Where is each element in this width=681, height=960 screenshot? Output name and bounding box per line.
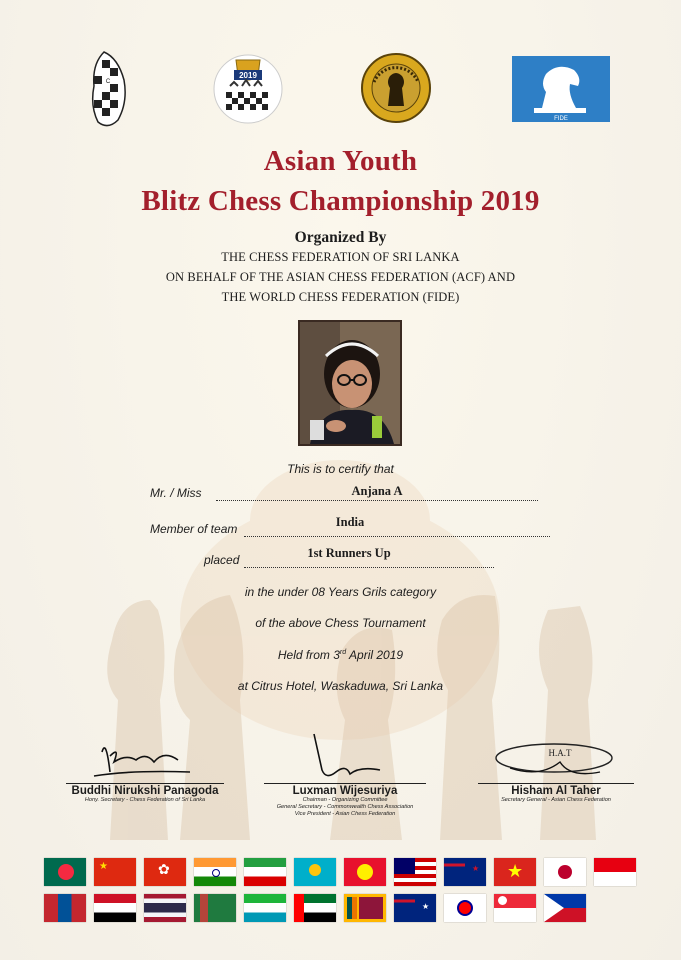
mongolia-flag	[44, 894, 86, 922]
sri-lanka-flag	[344, 894, 386, 922]
held-line	[0, 648, 681, 662]
held-superscript: rd	[339, 649, 347, 656]
signatory-role: Vice President - Asian Chess Federation	[294, 811, 396, 817]
signature-al-taher	[490, 738, 620, 786]
singapore-flag	[494, 894, 536, 922]
tournament-line: of the above Chess Tournament	[255, 616, 426, 630]
japan-flag	[544, 858, 586, 886]
chinese-taipei-flag	[444, 894, 486, 922]
category-line: in the under 08 Years Grils category	[244, 585, 437, 599]
bangladesh-flag	[44, 858, 86, 886]
venue-line: at Citrus Hotel, Waskaduwa, Sri Lanka	[237, 679, 444, 693]
organizer-line: ON BEHALF OF THE ASIAN CHESS FEDERATION (ACF) AND	[165, 270, 516, 284]
title-line-2: Blitz Chess Championship 2019	[141, 185, 540, 217]
thailand-flag	[144, 894, 186, 922]
organizer-line: THE CHESS FEDERATION OF SRI LANKA	[221, 250, 460, 264]
signatory-name: Hisham Al Taher	[511, 785, 601, 797]
name-label: Mr. / Miss	[150, 486, 202, 500]
svg-text:C: C	[105, 79, 111, 85]
hong-kong-flag: ✿	[144, 858, 186, 886]
held-suffix: April 2019	[346, 648, 404, 662]
india-flag	[194, 858, 236, 886]
signatory-al-taher	[478, 783, 634, 804]
fide-logo-text: FIDE	[554, 116, 568, 122]
uzbekistan-flag	[244, 894, 286, 922]
stamp-text: H.A.T	[548, 748, 572, 758]
signatory-name: Buddhi Nirukshi Panagoda	[71, 785, 219, 797]
team-value: India	[335, 515, 365, 529]
signatory-role: General Secretary - Commonwealth Chess Association	[276, 804, 414, 810]
placed-value: 1st Runners Up	[307, 546, 391, 560]
turkmenistan-flag	[194, 894, 236, 922]
philippines-flag	[544, 894, 586, 922]
organizer-line: THE WORLD CHESS FEDERATION (FIDE)	[221, 290, 460, 304]
title-line-1: Asian Youth	[263, 145, 418, 177]
vietnam-flag: ★	[494, 858, 536, 886]
signature-wijesuriya	[300, 730, 390, 786]
chess-federation-sri-lanka-logo	[88, 50, 128, 130]
malaysia-flag	[394, 858, 436, 886]
logo-year: 2019	[239, 71, 257, 80]
kyrgyzstan-flag	[344, 858, 386, 886]
member-country-flags	[44, 858, 650, 926]
signatory-role: Hony. Secretary - Chess Federation of Sri Lanka	[84, 797, 206, 803]
kazakhstan-flag	[294, 858, 336, 886]
asian-youth-chess-championships-2019-logo	[212, 50, 284, 128]
placed-label: placed	[204, 553, 240, 567]
signatory-name: Luxman Wijesuriya	[292, 785, 398, 797]
certify-text: This is to certify that	[287, 462, 394, 476]
signatory-panagoda	[66, 783, 224, 804]
new-zealand-flag: ★	[444, 858, 486, 886]
held-prefix: Held from 3	[277, 648, 340, 662]
name-value: Anjana A	[351, 484, 403, 498]
australia-flag: ★	[394, 894, 436, 922]
signatory-role: Secretary General - Asian Chess Federation	[501, 797, 611, 803]
iran-flag	[244, 858, 286, 886]
signatory-role: Chairman - Organizing Committee	[302, 797, 388, 803]
syria-flag	[94, 894, 136, 922]
fide-logo	[512, 56, 610, 122]
uae-flag	[294, 894, 336, 922]
team-label: Member of team	[150, 522, 238, 536]
signatory-wijesuriya	[264, 783, 426, 818]
indonesia-flag	[594, 858, 636, 886]
signature-panagoda	[80, 732, 200, 784]
participant-photo	[298, 320, 402, 446]
china-flag: ★	[94, 858, 136, 886]
asian-chess-federation-logo	[360, 52, 432, 124]
organized-by-heading: Organized By	[294, 229, 387, 246]
